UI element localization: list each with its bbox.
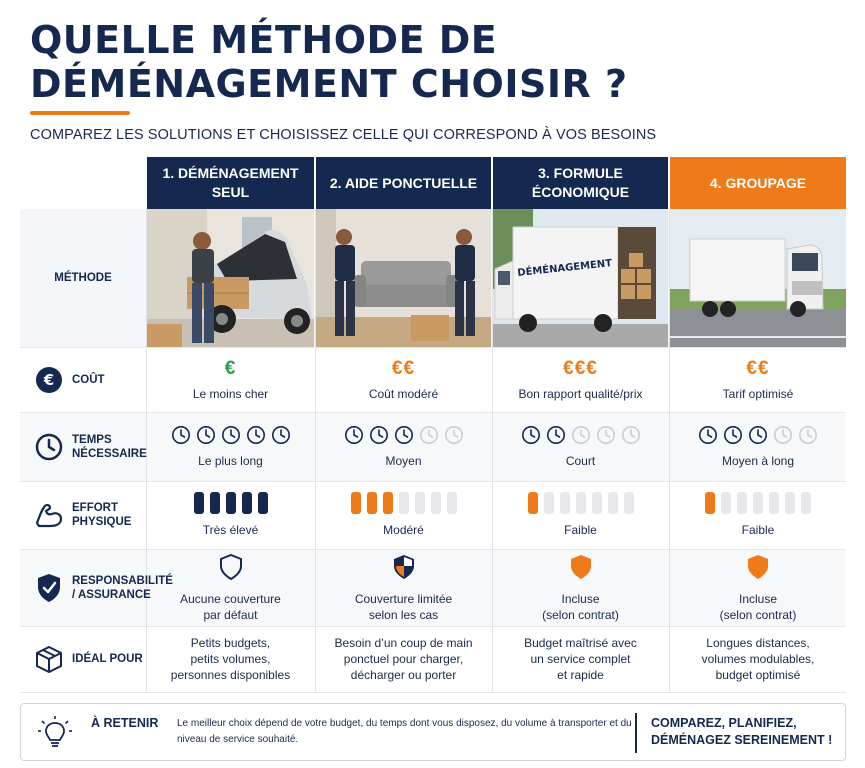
insurance-line-1: Incluse [561,591,600,606]
row-label-effort [20,481,146,549]
cout-cell-4 [670,347,846,412]
row-label-text: IDÉAL POUR [72,653,143,665]
cost-symbol: €€€ [563,357,598,379]
clock-rating [344,425,464,445]
effort-bars [705,492,811,514]
cout-cell-1 [147,347,314,412]
clock-filled-icon [271,425,291,445]
insurance-line-2: (selon contrat) [542,607,619,622]
effort-bar-empty [447,492,457,514]
ideal-line: volumes modulables, [701,652,815,666]
footer-text: Le meilleur choix dépend de votre budget, du temps dont vous disposez, du volume à transporter et du niveau de service souhaité. [177,718,632,745]
row-label-text: EFFORT PHYSIQUE [72,502,132,528]
effort-text: Faible [741,523,775,537]
effort-bar-filled [210,492,220,514]
insurance-line-1: Incluse [738,591,778,606]
ideal-line: Petits budgets, [190,636,271,650]
effort-text: Modéré [383,523,424,537]
effort-bar-empty [399,492,409,514]
shield-full-icon [746,553,770,585]
effort-bar-filled [528,492,538,514]
effort-bar-empty [785,492,795,514]
effort-bar-empty [801,492,811,514]
ideal-line: budget optimisé [715,668,801,682]
ideal-line: un service complet [530,652,631,666]
clock-rating [521,425,641,445]
temps-cell-3 [493,412,668,481]
shield-partial-icon [392,553,416,585]
clock-filled-icon [546,425,566,445]
effort-bar-filled [367,492,377,514]
responsabilite-cell-4 [670,549,846,626]
ideal-cell-4 [670,626,846,692]
footer-cta-line-1: COMPAREZ, PLANIFIEZ, [651,716,797,730]
ideal-line: ponctuel pour charger, [343,652,464,666]
time-text: Le plus long [198,453,263,468]
clock-filled-icon [698,425,718,445]
time-text: Court [565,453,596,468]
row-label-text: MÉTHODE [54,272,112,284]
page-title: QUELLE MÉTHODE DE DÉMÉNAGEMENT CHOISIR ? [30,18,628,106]
effort-bar-empty [576,492,586,514]
svg-text:€: € [43,370,55,389]
column-header-3: 3. FORMULE ÉCONOMIQUE [493,157,668,209]
footer-heading: À RETENIR [91,716,159,730]
ideal-line: Besoin d’un coup de main [334,636,473,650]
clock-filled-icon [171,425,191,445]
clock-empty-icon [571,425,591,445]
semi-truck-photo [670,209,846,347]
cost-text: Tarif optimisé [722,386,794,401]
insurance-line-2: (selon contrat) [719,607,797,622]
effort-text: Très élevé [202,523,259,537]
clock-empty-icon [419,425,439,445]
effort-bar-empty [544,492,554,514]
page-subtitle: COMPAREZ LES SOLUTIONS ET CHOISISSEZ CELLE QUI CORRESPOND À VOS BESOINS [30,127,657,143]
temps-cell-2 [316,412,491,481]
effort-bars [194,492,268,514]
effort-bar-empty [721,492,731,514]
title-underline [30,111,130,115]
ideal-line: et rapide [557,668,604,682]
effort-bar-filled [351,492,361,514]
effort-bar-empty [753,492,763,514]
ideal-cell-3 [493,626,668,692]
row-label-cout [20,347,146,412]
row-label-methode [20,209,146,347]
clock-filled-icon [521,425,541,445]
effort-bar-filled [194,492,204,514]
insurance-line-2: selon les cas [368,607,439,622]
row-label-text: TEMPS NÉCESSAIRE [72,433,147,460]
row-label-temps [20,412,146,481]
clock-filled-icon [196,425,216,445]
clock-filled-icon [394,425,414,445]
column-header-1: 1. DÉMÉNAGEMENT SEUL [147,157,314,209]
clock-filled-icon [369,425,389,445]
clock-empty-icon [798,425,818,445]
time-text: Moyen [385,453,422,468]
effort-bars [528,492,634,514]
shield-full-icon [569,553,593,585]
two-movers-sofa-photo [316,209,491,347]
shield-outline-icon [219,553,243,585]
effort-bar-empty [624,492,634,514]
clock-empty-icon [773,425,793,445]
column-header-4: 4. GROUPAGE [670,157,846,209]
effort-cell-4 [670,481,846,549]
effort-bar-empty [737,492,747,514]
clock-empty-icon [444,425,464,445]
ideal-cell-2 [316,626,491,692]
clock-rating [698,425,818,445]
clock-icon [34,432,64,462]
effort-bar-filled [242,492,252,514]
effort-cell-1 [147,481,314,549]
temps-cell-1 [147,412,314,481]
insurance-line-1: Couverture limitée [354,591,453,606]
effort-bar-empty [431,492,441,514]
clock-filled-icon [246,425,266,445]
cost-symbol: € [224,357,237,379]
cost-text: Coût modéré [368,386,439,401]
effort-bar-filled [258,492,268,514]
insurance-line-1: Aucune couverture [180,591,281,606]
clock-filled-icon [344,425,364,445]
clock-empty-icon [621,425,641,445]
cost-symbol: €€ [391,357,416,379]
effort-bars [351,492,457,514]
footer-box [20,703,846,761]
effort-cell-2 [316,481,491,549]
responsabilite-cell-1 [147,549,314,626]
ideal-line: Budget maîtrisé avec [524,636,637,650]
footer-cta [651,715,841,749]
ideal-line: Longues distances, [706,636,810,650]
row-label-ideal [20,626,146,692]
shield-check-icon [34,573,64,603]
effort-cell-3 [493,481,668,549]
effort-bar-filled [383,492,393,514]
row-label-text: COÛT [72,373,105,386]
temps-cell-4 [670,412,846,481]
moving-truck-photo [493,209,668,347]
row-label-responsabilite [20,549,173,626]
cout-cell-2 [316,347,491,412]
insurance-line-2: par défaut [203,607,258,622]
euro-icon [34,365,64,395]
effort-bar-filled [705,492,715,514]
ideal-line: personnes disponibles [170,668,291,682]
effort-bar-empty [769,492,779,514]
cout-cell-3 [493,347,668,412]
column-header-2: 2. AIDE PONCTUELLE [316,157,491,209]
ideal-line: petits volumes, [190,652,271,666]
man-loading-car-photo [147,209,314,347]
clock-filled-icon [221,425,241,445]
clock-filled-icon [723,425,743,445]
time-text: Moyen à long [721,453,795,468]
responsabilite-cell-2 [316,549,491,626]
footer-separator [635,713,637,753]
effort-bar-filled [226,492,236,514]
effort-bar-empty [608,492,618,514]
effort-text: Faible [564,523,597,537]
truck-label: DÉMÉNAGEMENT [516,258,613,279]
clock-empty-icon [596,425,616,445]
effort-bar-empty [592,492,602,514]
row-label-text: RESPONSABILITÉ / ASSURANCE [72,574,173,601]
cost-text: Bon rapport qualité/prix [518,386,643,401]
clock-filled-icon [748,425,768,445]
muscle-arm-icon [34,500,64,530]
responsabilite-cell-3 [493,549,668,626]
effort-bar-empty [415,492,425,514]
cost-text: Le moins cher [192,386,269,401]
lightbulb-icon [37,715,73,751]
ideal-line: décharger ou porter [350,668,457,682]
row-divider [20,692,846,693]
box-icon [34,644,64,674]
cost-symbol: €€ [746,357,770,379]
footer-cta-line-2: DÉMÉNAGEZ SEREINEMENT ! [651,733,833,747]
effort-bar-empty [560,492,570,514]
clock-rating [171,425,291,445]
ideal-cell-1 [147,626,314,692]
